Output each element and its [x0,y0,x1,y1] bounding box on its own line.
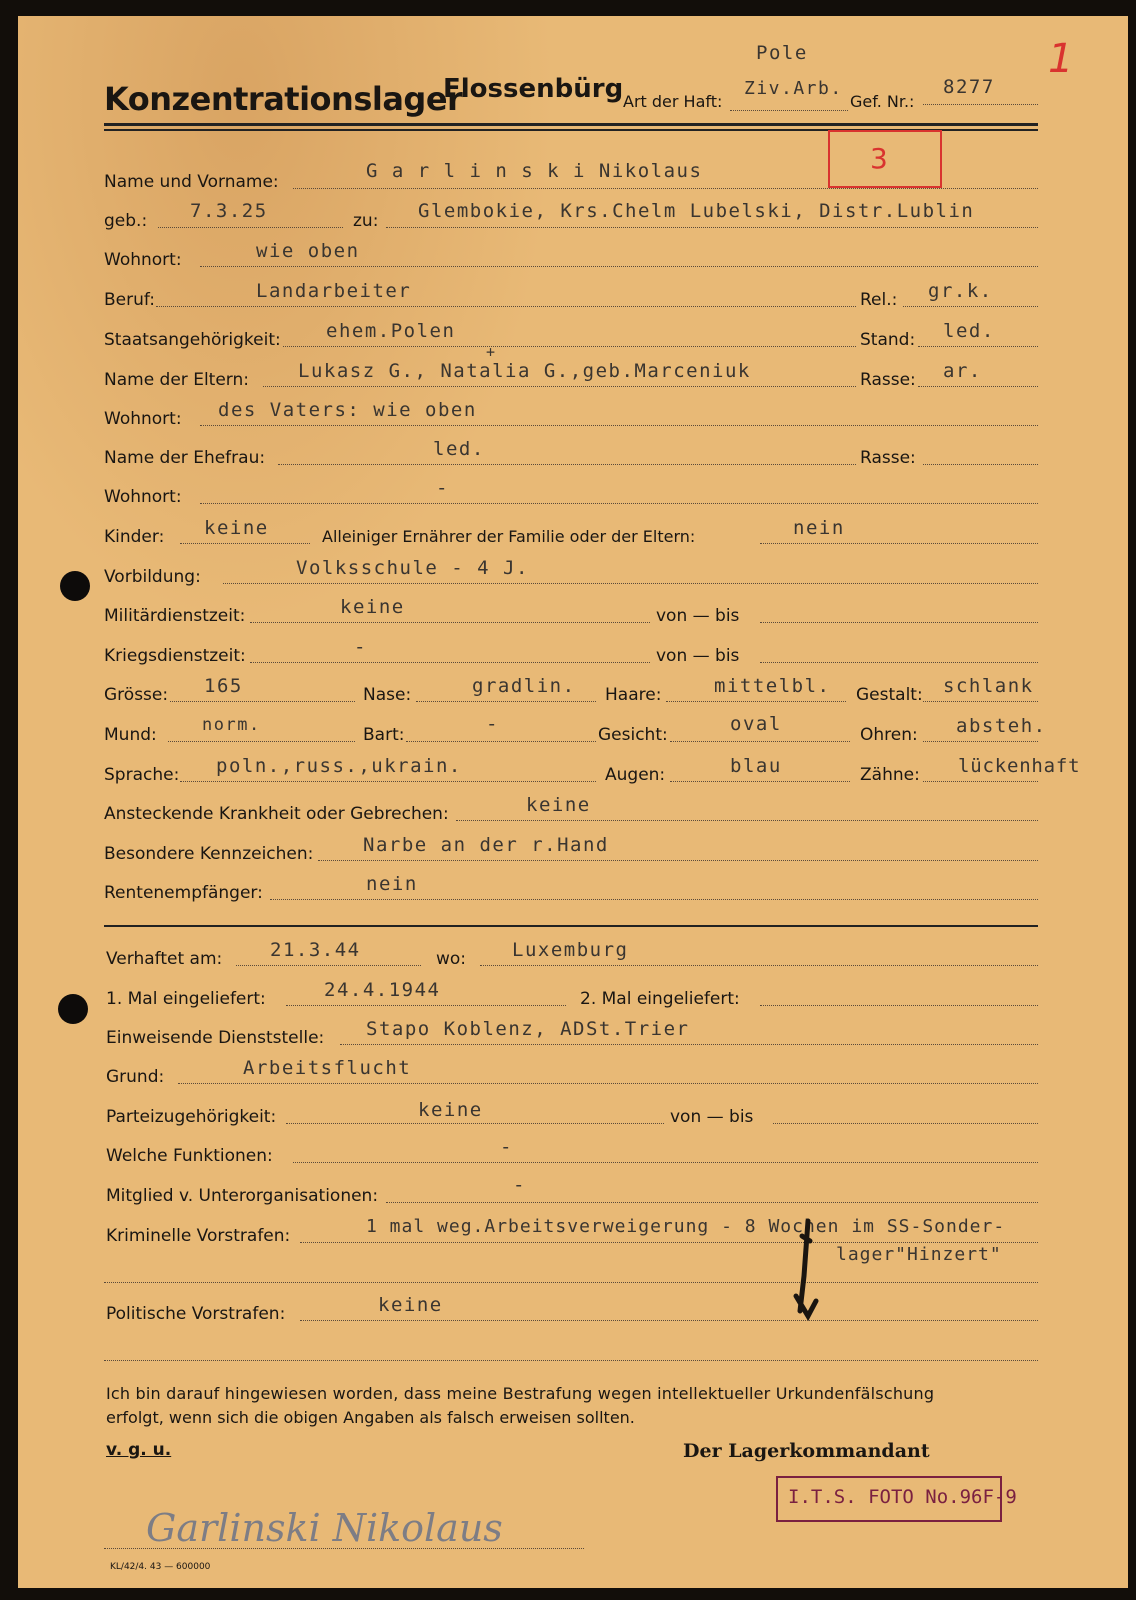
mitglied-label: Mitglied v. Unterorganisationen: [106,1186,379,1206]
rasse2-line [923,464,1038,465]
augen-line [670,781,850,782]
kinder-line [180,543,310,544]
mund-value: norm. [202,715,261,735]
rente-value: nein [366,873,418,895]
haare-line [666,701,846,702]
document-page [18,16,1128,1588]
rasse-line [918,386,1038,387]
dienst-value: Stapo Koblenz, ADSt.Trier [366,1018,690,1040]
mal2-label: 2. Mal eingeliefert: [580,989,740,1009]
rente-label: Rentenempfänger: [104,883,263,903]
polit-line [300,1320,1038,1321]
wo-line [480,965,1038,966]
militaer-value: keine [340,596,405,618]
zu-label: zu: [353,211,379,231]
krim-value-line2: lager"Hinzert" [836,1244,1002,1265]
kennzeichen-label: Besondere Kennzeichen: [104,844,314,864]
statement-line2: erfolgt, wenn sich die obigen Angaben als falsch erweisen sollten. [106,1408,635,1427]
mund-line [168,741,355,742]
dienst-label: Einweisende Dienststelle: [106,1028,325,1048]
funktion-line [293,1162,1038,1163]
punch-hole-bottom [58,994,88,1024]
gestalt-value: schlank [943,675,1034,697]
grund-value: Arbeitsflucht [243,1057,412,1079]
rasse2-label: Rasse: [860,448,916,468]
vorbildung-line [223,583,1038,584]
verhaftet-line [236,965,421,966]
zu-line [386,227,1038,228]
krankheit-value: keine [526,794,591,816]
verhaftet-value: 21.3.44 [270,939,361,961]
rel-value: gr.k. [928,280,993,302]
verhaftet-label: Verhaftet am: [106,949,223,969]
section-divider [104,925,1038,927]
groesse-value: 165 [204,675,243,697]
haft-line [730,110,848,111]
krim-value-line1: 1 mal weg.Arbeitsverweigerung - 8 Wochen im SS-Sonder- [366,1216,1006,1237]
bart-line [406,741,596,742]
signature: Garlinski Nikolaus [146,1506,503,1550]
camp-title: Konzentrationslager [104,80,463,118]
partei-label: Parteizugehörigkeit: [106,1107,277,1127]
krim-line [300,1242,1038,1243]
beruf-value: Landarbeiter [256,280,412,302]
zu-value: Glembokie, Krs.Chelm Lubelski, Distr.Lublin [418,200,975,222]
partei-line [286,1123,664,1124]
staat-line [283,346,856,347]
signature-line [104,1548,584,1549]
krieg-label: Kriegsdienstzeit: [104,646,246,666]
wo-label: wo: [436,949,467,969]
grund-label: Grund: [106,1067,165,1087]
bart-value: - [486,713,499,735]
polit-label: Politische Vorstrafen: [106,1304,286,1324]
statement-line1: Ich bin darauf hingewiesen worden, dass meine Bestrafung wegen intellektueller Urkundenfälschung [106,1384,935,1403]
vgu: v. g. u. [106,1440,172,1460]
geb-line [158,227,343,228]
wohnort-value: wie oben [256,240,360,262]
groesse-label: Grösse: [104,685,169,705]
wohnort-line [200,266,1038,267]
wohnort2-line [200,425,1038,426]
mitglied-value: - [513,1174,526,1196]
ohren-line [923,741,1038,742]
nase-line [416,701,596,702]
vonbis-2-line [760,662,1038,663]
mal2-line [760,1005,1038,1006]
grund-line [178,1083,1038,1084]
krieg-value: - [354,636,367,658]
vonbis-1: von — bis [656,606,740,626]
ohren-value: absteh. [956,715,1047,737]
ink-mark [778,1216,838,1326]
red-box-number: 3 [870,142,888,175]
nase-value: gradlin. [472,675,576,697]
vonbis-1-line [760,622,1038,623]
eltern-label: Name der Eltern: [104,370,249,390]
haft-value-pole: Pole [756,42,808,64]
krim-label: Kriminelle Vorstrafen: [106,1226,291,1246]
gestalt-label: Gestalt: [856,685,923,705]
krankheit-label: Ansteckende Krankheit oder Gebrechen: [104,804,449,824]
vonbis-3-line [773,1123,1038,1124]
gesicht-value: oval [730,713,782,735]
vorbildung-label: Vorbildung: [104,567,201,587]
red-box [828,130,942,188]
beruf-line [156,306,856,307]
wohnort-label: Wohnort: [104,250,182,270]
header-rule-top [104,123,1038,126]
bart-label: Bart: [363,725,405,745]
gestalt-line [923,701,1038,702]
haft-value-ziv: Ziv.Arb. [744,78,843,99]
ehefrau-line [278,464,856,465]
kinder-label: Kinder: [104,527,165,547]
wo-value: Luxemburg [512,939,629,961]
ehefrau-label: Name der Ehefrau: [104,448,266,468]
haare-value: mittelbl. [714,675,831,697]
haare-label: Haare: [605,685,662,705]
partei-value: keine [418,1099,483,1121]
groesse-line [170,701,355,702]
gesicht-line [670,741,850,742]
funktion-label: Welche Funktionen: [106,1146,273,1166]
wohnort3-label: Wohnort: [104,487,182,507]
its-stamp-text: I.T.S. FOTO No.96F-9 [788,1486,1017,1508]
ernaehrer-line [760,543,1038,544]
nase-label: Nase: [363,685,412,705]
vorbildung-value: Volksschule - 4 J. [296,557,529,579]
rente-line [270,899,1038,900]
haft-label: Art der Haft: [623,92,723,111]
gef-line [923,104,1038,105]
ernaehrer-value: nein [793,517,845,539]
punch-hole-top [60,571,90,601]
camp-name: Flossenbürg [443,74,624,104]
gef-label: Gef. Nr.: [850,92,915,111]
corner-mark: 1 [1048,36,1074,82]
polit-line-2 [104,1360,1038,1361]
stand-label: Stand: [860,330,916,350]
form-code: KL/42/4. 43 — 600000 [110,1562,211,1572]
wohnort2-value: des Vaters: wie oben [218,399,477,421]
augen-value: blau [730,755,782,777]
name-label: Name und Vorname: [104,172,279,192]
polit-value: keine [378,1294,443,1316]
zaehne-value: lückenhaft [958,755,1081,777]
stand-line [918,346,1038,347]
kennzeichen-value: Narbe an der r.Hand [363,834,609,856]
eltern-cross: + [486,343,497,361]
name-line [293,188,1038,189]
mal1-line [286,1005,566,1006]
ohren-label: Ohren: [860,725,918,745]
rel-label: Rel.: [860,290,898,310]
ehefrau-value: led. [433,438,485,460]
militaer-line [250,622,650,623]
geb-label: geb.: [104,211,148,231]
gesicht-label: Gesicht: [598,725,668,745]
kennzeichen-line [318,860,1038,861]
mal1-value: 24.4.1944 [324,979,441,1001]
wohnort3-line [200,503,1038,504]
vonbis-3: von — bis [670,1107,754,1127]
rasse-value: ar. [943,360,982,382]
sprache-line [180,781,596,782]
krieg-line [250,662,650,663]
zaehne-line [923,781,1038,782]
name-value: G a r l i n s k i Nikolaus [366,160,703,182]
staat-label: Staatsangehörigkeit: [104,330,281,350]
kommandant: Der Lagerkommandant [683,1440,930,1462]
wohnort2-label: Wohnort: [104,409,182,429]
geb-value: 7.3.25 [190,200,268,222]
wohnort3-value: - [436,477,449,499]
stand-value: led. [943,320,995,342]
funktion-value: - [500,1136,513,1158]
mal1-label: 1. Mal eingeliefert: [106,989,266,1009]
zaehne-label: Zähne: [860,765,920,785]
mund-label: Mund: [104,725,157,745]
its-stamp [776,1476,1017,1522]
eltern-value: Lukasz G., Natalia G.,geb.Marceniuk [298,360,751,382]
krim-line-2 [104,1282,1038,1283]
sprache-label: Sprache: [104,765,180,785]
ernaehrer-label: Alleiniger Ernährer der Familie oder der Eltern: [322,527,696,546]
rel-line [903,306,1038,307]
vonbis-2: von — bis [656,646,740,666]
gef-value: 8277 [943,76,995,98]
staat-value: ehem.Polen [326,320,456,342]
sprache-value: poln.,russ.,ukrain. [216,755,462,777]
kinder-value: keine [204,517,269,539]
militaer-label: Militärdienstzeit: [104,606,246,626]
rasse-label: Rasse: [860,370,916,390]
dienst-line [340,1044,1038,1045]
beruf-label: Beruf: [104,290,155,310]
krankheit-line [456,820,1038,821]
mitglied-line [386,1202,1038,1203]
augen-label: Augen: [605,765,666,785]
eltern-line [263,386,856,387]
